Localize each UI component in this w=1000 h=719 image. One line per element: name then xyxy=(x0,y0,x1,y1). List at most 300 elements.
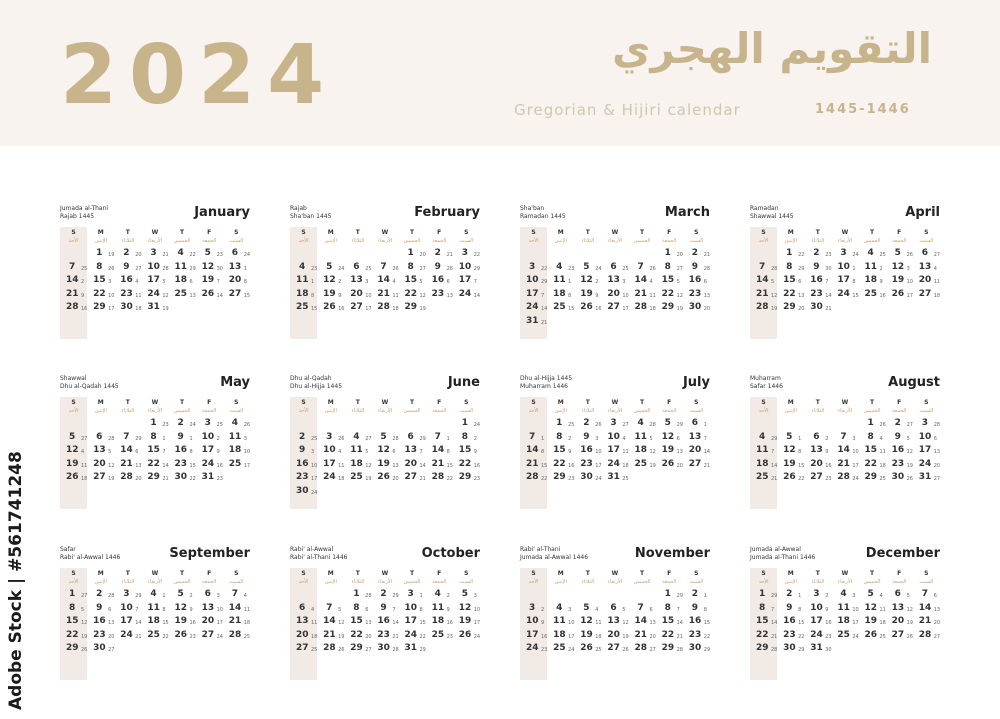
hijri-day: 27 xyxy=(933,633,941,640)
day-cell xyxy=(547,261,574,275)
day-cell xyxy=(223,417,250,431)
day-cell xyxy=(453,602,480,616)
empty-cell xyxy=(453,301,480,315)
hijri-day: 29 xyxy=(392,593,399,599)
gregorian-day: 23 xyxy=(120,288,133,299)
day-cell xyxy=(426,629,453,643)
weekday-label xyxy=(520,568,547,588)
gregorian-day: 31 xyxy=(201,472,215,482)
hijri-day: 28 xyxy=(771,265,778,272)
day-grid xyxy=(750,397,940,485)
day-cell xyxy=(913,431,940,445)
gregorian-day: 19 xyxy=(458,616,472,626)
gregorian-day: 30 xyxy=(377,643,390,653)
gregorian-day: 30 xyxy=(93,643,106,653)
gregorian-day: 25 xyxy=(431,629,445,640)
weekday-letter: S xyxy=(761,570,766,577)
gregorian-day: 28 xyxy=(756,302,769,312)
gregorian-day: 7 xyxy=(434,431,441,442)
hijri-day: 19 xyxy=(622,633,629,640)
hijri-day: 11 xyxy=(81,462,88,469)
hijri-day: 6 xyxy=(798,279,802,285)
gregorian-day: 29 xyxy=(350,643,363,653)
weekday-label xyxy=(114,568,141,588)
week-row xyxy=(290,485,480,499)
empty-cell xyxy=(60,417,87,431)
weekday-letter: F xyxy=(667,570,672,577)
day-cell xyxy=(114,629,141,643)
day-cell xyxy=(114,247,141,261)
gregorian-day: 25 xyxy=(174,288,188,299)
hijri-month-line: Jumada al-Awwal xyxy=(750,546,801,553)
day-cell xyxy=(114,458,141,472)
month-may xyxy=(60,375,250,525)
gregorian-day: 29 xyxy=(661,643,675,653)
week-row xyxy=(750,588,940,602)
gregorian-day: 14 xyxy=(918,602,932,613)
hijri-month-label xyxy=(290,375,342,391)
weekday-arabic: الإثنين xyxy=(324,408,337,414)
day-cell xyxy=(371,629,398,643)
day-cell xyxy=(750,588,777,602)
day-cell xyxy=(223,444,250,458)
hijri-day: 1 xyxy=(568,279,572,285)
gregorian-day: 16 xyxy=(120,275,133,285)
day-cell xyxy=(223,588,250,602)
week-row xyxy=(290,431,480,445)
hijri-day: 10 xyxy=(568,620,575,626)
day-cell xyxy=(371,642,398,656)
gregorian-day: 2 xyxy=(123,248,130,258)
weekday-letter: W xyxy=(381,570,389,577)
weekday-arabic: الأحد xyxy=(528,579,539,585)
day-cell xyxy=(804,444,831,458)
gregorian-day: 23 xyxy=(377,629,390,640)
gregorian-day: 5 xyxy=(583,602,590,613)
gregorian-day: 13 xyxy=(607,275,620,285)
hijri-day: 24 xyxy=(473,633,481,640)
gregorian-day: 27 xyxy=(810,472,823,482)
gregorian-day: 31 xyxy=(607,472,620,482)
gregorian-day: 29 xyxy=(661,302,675,312)
day-cell xyxy=(777,458,804,472)
hijri-month-line: Rabi' al-Thani xyxy=(520,546,561,553)
gregorian-day: 31 xyxy=(526,315,539,326)
hijri-day: 1 xyxy=(852,265,856,272)
day-cell xyxy=(574,301,601,315)
hijri-day: 12 xyxy=(338,620,345,626)
gregorian-day: 16 xyxy=(296,458,309,469)
hijri-day: 24 xyxy=(311,489,318,496)
hijri-day: 24 xyxy=(338,265,345,272)
day-cell xyxy=(520,288,547,302)
hijri-day: 1 xyxy=(419,593,423,599)
gregorian-day: 25 xyxy=(756,472,769,482)
day-cell xyxy=(777,288,804,302)
empty-cell xyxy=(859,301,886,315)
hijri-day: 18 xyxy=(622,462,629,469)
gregorian-day: 10 xyxy=(607,431,620,442)
hijri-day: 9 xyxy=(825,449,829,455)
hijri-day: 25 xyxy=(595,647,602,653)
hijri-month-label xyxy=(60,205,108,221)
month-september xyxy=(60,546,250,696)
day-cell xyxy=(547,629,574,643)
week-row xyxy=(520,274,710,288)
hijri-day: 3 xyxy=(852,435,856,442)
hijri-month-line: Shawwal xyxy=(60,375,87,382)
hijri-day: 27 xyxy=(135,265,142,272)
gregorian-day: 14 xyxy=(120,445,133,455)
hijri-day: 28 xyxy=(446,265,453,272)
weekday-label xyxy=(344,397,371,417)
weekday-label xyxy=(371,397,398,417)
hijri-day: 22 xyxy=(541,265,548,272)
gregorian-day: 17 xyxy=(120,616,133,626)
hijri-day: 2 xyxy=(568,435,572,442)
gregorian-day: 20 xyxy=(93,458,106,469)
weekday-letter: M xyxy=(327,229,334,236)
hijri-day: 21 xyxy=(446,252,453,258)
hijri-day: 28 xyxy=(162,265,169,272)
gregorian-day: 25 xyxy=(147,629,160,640)
day-cell xyxy=(886,288,913,302)
day-cell xyxy=(629,444,656,458)
gregorian-day: 28 xyxy=(837,472,850,482)
gregorian-day: 24 xyxy=(404,629,418,640)
hijri-day: 24 xyxy=(852,252,859,258)
day-cell xyxy=(859,471,886,485)
weekday-arabic: الأحد xyxy=(298,408,309,414)
day-cell xyxy=(223,431,250,445)
weekday-letter: F xyxy=(207,399,212,406)
hijri-day: 20 xyxy=(135,252,142,258)
hijri-day: 24 xyxy=(243,252,251,258)
gregorian-day: 21 xyxy=(756,288,769,299)
gregorian-day: 21 xyxy=(323,629,336,640)
gregorian-day: 25 xyxy=(296,302,309,312)
gregorian-day: 23 xyxy=(93,629,106,640)
hijri-day: 9 xyxy=(338,292,342,299)
gregorian-day: 27 xyxy=(918,288,932,299)
hijri-day: 29 xyxy=(798,265,805,272)
gregorian-day: 9 xyxy=(691,602,699,613)
day-grid xyxy=(520,397,710,485)
hijri-month-line: Rajab 1445 xyxy=(60,213,95,220)
weekday-letter: W xyxy=(151,570,159,577)
day-cell xyxy=(777,602,804,616)
day-cell xyxy=(114,444,141,458)
gregorian-day: 19 xyxy=(377,458,390,469)
gregorian-day: 3 xyxy=(529,261,536,272)
weekday-arabic: الجمعة xyxy=(432,579,447,585)
day-cell xyxy=(574,431,601,445)
weekday-label xyxy=(87,227,114,247)
gregorian-day: 28 xyxy=(228,629,242,640)
hijri-day: 27 xyxy=(419,265,426,272)
day-cell xyxy=(344,274,371,288)
gregorian-day: 6 xyxy=(610,602,617,613)
hijri-day: 9 xyxy=(541,620,545,626)
weekday-letter: M xyxy=(787,229,794,236)
gregorian-day: 26 xyxy=(174,629,188,640)
gregorian-day: 10 xyxy=(458,261,472,272)
hijri-day: 29 xyxy=(473,265,481,272)
day-cell xyxy=(141,431,168,445)
day-cell xyxy=(804,588,831,602)
day-cell xyxy=(520,642,547,656)
day-cell xyxy=(87,602,114,616)
hijri-day: 20 xyxy=(703,306,711,312)
gregorian-day: 5 xyxy=(867,589,874,599)
gregorian-day: 6 xyxy=(407,431,414,442)
weekday-arabic: الخميس xyxy=(403,579,421,585)
gregorian-day: 2 xyxy=(691,589,699,599)
weekday-arabic: الخميس xyxy=(173,408,191,414)
weekday-label xyxy=(547,397,574,417)
empty-cell xyxy=(520,417,547,431)
hijri-day: 11 xyxy=(392,292,399,299)
hijri-day: 28 xyxy=(108,593,115,599)
weekday-arabic: الجمعة xyxy=(662,579,677,585)
hijri-day: 15 xyxy=(541,462,548,469)
gregorian-day: 21 xyxy=(526,458,539,469)
day-cell xyxy=(601,288,628,302)
empty-cell xyxy=(453,485,480,499)
gregorian-day: 21 xyxy=(634,629,648,640)
hijri-day: 13 xyxy=(392,462,399,469)
day-cell xyxy=(886,615,913,629)
hijri-month-line: Shawwal 1445 xyxy=(750,213,794,220)
weekday-label xyxy=(317,397,344,417)
hijri-day: 10 xyxy=(243,449,251,455)
gregorian-day: 4 xyxy=(434,589,441,599)
hijri-day: 22 xyxy=(798,252,805,258)
week-row xyxy=(60,471,250,485)
hijri-day: 5 xyxy=(419,279,423,285)
weekday-label xyxy=(60,568,87,588)
hijri-day: 21 xyxy=(162,476,169,482)
empty-cell xyxy=(913,642,940,656)
weekday-label xyxy=(629,227,656,247)
hijri-day: 30 xyxy=(825,265,832,272)
gregorian-day: 4 xyxy=(150,589,157,599)
gregorian-day: 23 xyxy=(431,288,445,299)
hijri-day: 2 xyxy=(541,606,545,613)
hijri-day: 17 xyxy=(852,620,859,626)
weekday-letter: S xyxy=(464,229,469,236)
empty-cell xyxy=(60,247,87,261)
day-cell xyxy=(520,431,547,445)
gregorian-day: 3 xyxy=(921,418,929,428)
week-row xyxy=(290,301,480,315)
gregorian-day: 28 xyxy=(377,302,390,312)
day-cell xyxy=(399,444,426,458)
day-cell xyxy=(169,261,196,275)
hijri-day: 13 xyxy=(365,620,372,626)
gregorian-day: 10 xyxy=(201,431,215,442)
hijri-day: 23 xyxy=(825,252,832,258)
hijri-day: 4 xyxy=(879,435,883,442)
empty-cell xyxy=(223,642,250,656)
gregorian-day: 22 xyxy=(756,629,769,640)
hijri-day: 12 xyxy=(771,292,778,299)
hijri-day: 12 xyxy=(365,462,372,469)
day-cell xyxy=(196,288,223,302)
empty-cell xyxy=(574,588,601,602)
day-cell xyxy=(196,629,223,643)
week-row xyxy=(520,444,710,458)
hijri-day: 20 xyxy=(419,252,426,258)
hijri-day: 8 xyxy=(311,292,315,299)
day-cell xyxy=(629,629,656,643)
day-cell xyxy=(141,301,168,315)
day-cell xyxy=(859,417,886,431)
weekday-arabic: الجمعة xyxy=(432,238,447,244)
weekday-label xyxy=(656,397,683,417)
day-cell xyxy=(141,274,168,288)
empty-cell xyxy=(141,642,168,656)
gregorian-day: 8 xyxy=(556,431,563,442)
weekday-label xyxy=(87,568,114,588)
empty-cell xyxy=(169,301,196,315)
day-cell xyxy=(574,261,601,275)
gregorian-day: 24 xyxy=(201,458,215,469)
hijri-day: 4 xyxy=(622,435,626,442)
hijri-day: 21 xyxy=(771,476,778,482)
hijri-day: 5 xyxy=(108,449,112,455)
weekday-letter: S xyxy=(694,399,699,406)
hijri-day: 27 xyxy=(933,252,941,258)
empty-cell xyxy=(547,315,574,329)
day-cell xyxy=(547,274,574,288)
day-cell xyxy=(371,588,398,602)
week-row xyxy=(750,431,940,445)
weekday-arabic: الأربعاء xyxy=(607,408,623,414)
gregorian-day: 5 xyxy=(583,261,590,272)
day-cell xyxy=(60,444,87,458)
hijri-day: 23 xyxy=(825,476,832,482)
gregorian-day: 8 xyxy=(353,602,360,613)
day-cell xyxy=(683,261,710,275)
weekday-arabic: الأربعاء xyxy=(147,579,163,585)
hijri-day: 11 xyxy=(595,620,602,626)
gregorian-day: 25 xyxy=(634,458,648,469)
hijri-day: 10 xyxy=(473,606,481,613)
hijri-day: 11 xyxy=(338,462,345,469)
day-cell xyxy=(223,261,250,275)
day-cell xyxy=(114,431,141,445)
weekday-label xyxy=(629,568,656,588)
weekday-label xyxy=(913,227,940,247)
gregorian-day: 22 xyxy=(661,629,675,640)
hijri-day: 23 xyxy=(216,252,223,258)
day-cell xyxy=(859,615,886,629)
day-cell xyxy=(886,588,913,602)
day-cell xyxy=(114,471,141,485)
gregorian-day: 23 xyxy=(580,458,593,469)
day-cell xyxy=(169,288,196,302)
day-cell xyxy=(317,615,344,629)
empty-cell xyxy=(290,417,317,431)
weekday-letter: W xyxy=(611,570,619,577)
gregorian-day: 17 xyxy=(404,616,418,626)
hijri-day: 27 xyxy=(676,265,683,272)
day-cell xyxy=(520,602,547,616)
hijri-day: 18 xyxy=(392,306,399,312)
day-cell xyxy=(750,444,777,458)
weekday-letter: T xyxy=(640,570,645,577)
weekday-arabic: الأربعاء xyxy=(147,238,163,244)
month-april xyxy=(750,205,940,355)
weekday-label xyxy=(656,568,683,588)
gregorian-day: 18 xyxy=(837,616,850,626)
hijri-day: 23 xyxy=(311,265,318,272)
weekday-letter: W xyxy=(611,399,619,406)
day-cell xyxy=(453,247,480,261)
gregorian-day: 21 xyxy=(377,288,390,299)
hijri-day: 15 xyxy=(243,292,251,299)
month-february xyxy=(290,205,480,355)
day-cell xyxy=(750,274,777,288)
gregorian-day: 22 xyxy=(147,458,160,469)
gregorian-day: 19 xyxy=(323,288,336,299)
month-name: May xyxy=(220,375,250,390)
hijri-day: 20 xyxy=(933,620,941,626)
month-october xyxy=(290,546,480,696)
hijri-month-label xyxy=(750,546,815,562)
gregorian-day: 4 xyxy=(353,431,360,442)
weekday-arabic: الأربعاء xyxy=(837,238,853,244)
week-row xyxy=(750,417,940,431)
hijri-day: 12 xyxy=(649,449,656,455)
hijri-day: 9 xyxy=(825,606,829,613)
weekday-arabic: السبت xyxy=(459,408,474,414)
hijri-day: 7 xyxy=(825,279,829,285)
gregorian-day: 17 xyxy=(810,616,823,626)
gregorian-day: 30 xyxy=(688,643,702,653)
gregorian-day: 29 xyxy=(404,302,418,312)
gregorian-day: 22 xyxy=(458,458,472,469)
empty-cell xyxy=(453,642,480,656)
hijri-day: 29 xyxy=(541,279,548,285)
weekday-header xyxy=(750,568,940,588)
empty-cell xyxy=(629,315,656,329)
gregorian-day: 14 xyxy=(526,445,539,455)
hijri-day: 1 xyxy=(162,593,166,599)
weekday-arabic: السبت xyxy=(919,579,934,585)
day-cell xyxy=(859,288,886,302)
day-grid xyxy=(290,397,480,498)
hijri-day: 21 xyxy=(703,252,711,258)
weekday-header xyxy=(520,227,710,247)
weekday-label xyxy=(601,397,628,417)
empty-cell xyxy=(344,417,371,431)
month-july xyxy=(520,375,710,525)
empty-cell xyxy=(750,417,777,431)
gregorian-day: 17 xyxy=(323,458,336,469)
day-cell xyxy=(804,261,831,275)
hijri-day: 16 xyxy=(825,462,832,469)
gregorian-day: 9 xyxy=(691,261,699,272)
day-cell xyxy=(886,261,913,275)
hijri-day: 6 xyxy=(933,435,937,442)
gregorian-day: 15 xyxy=(756,616,769,626)
day-cell xyxy=(777,247,804,261)
weekday-label xyxy=(399,568,426,588)
gregorian-day: 12 xyxy=(783,445,796,455)
day-cell xyxy=(656,288,683,302)
